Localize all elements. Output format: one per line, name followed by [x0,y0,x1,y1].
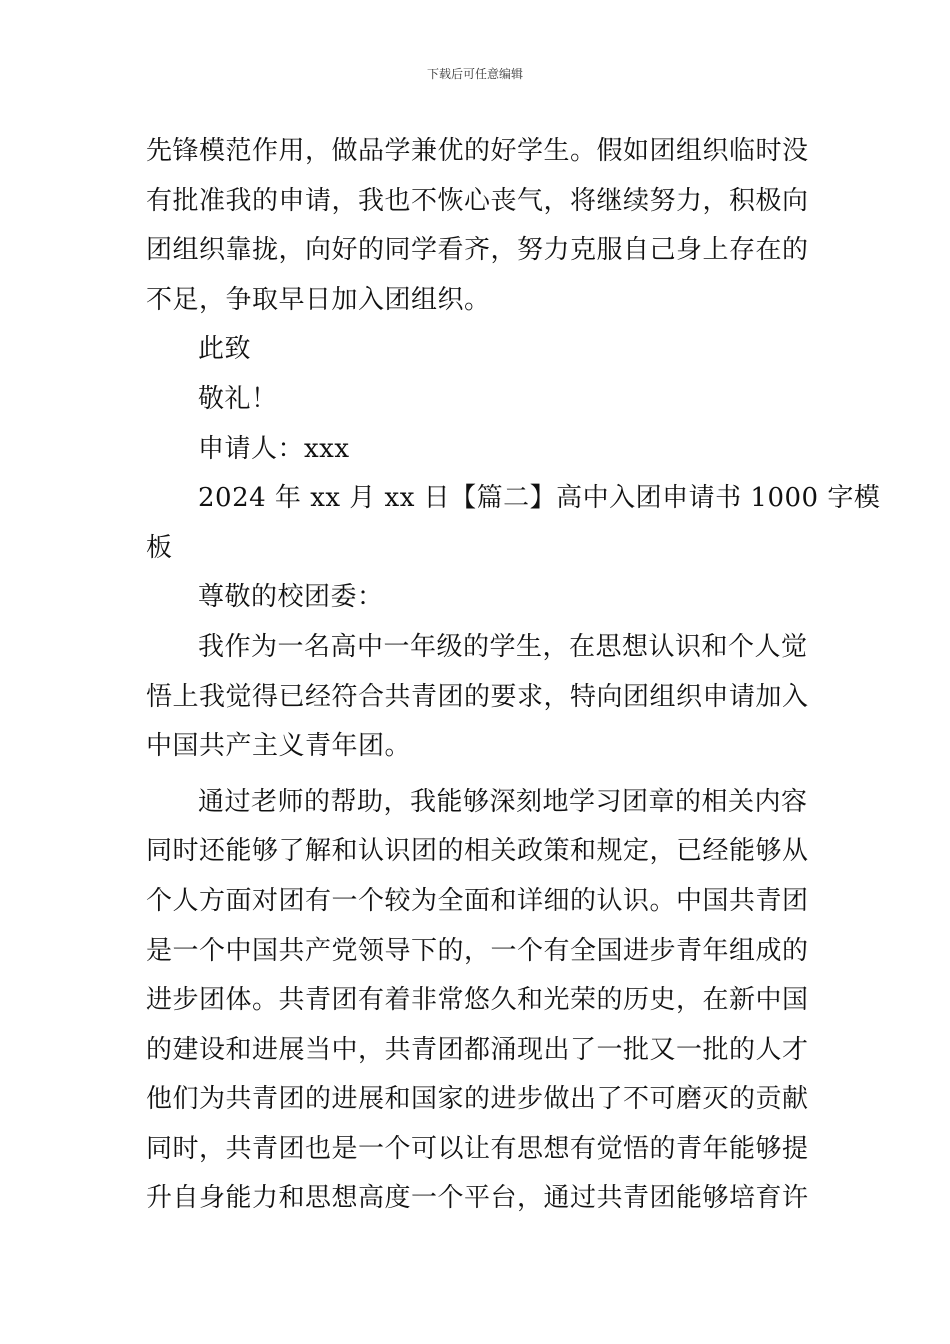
text-line: 同时，共青团也是一个可以让有思想有觉悟的青年能够提 [146,1133,809,1164]
text-line: 同时还能够了解和认识团的相关政策和规定，已经能够从 [146,836,809,867]
date-and-section-title: 2024 年 xx 月 xx 日【篇二】高中入团申请书 1000 字模 [198,483,881,514]
paragraph-start: 我作为一名高中一年级的学生，在思想认识和个人觉 [198,631,808,662]
text-line: 悟上我觉得已经符合共青团的要求，特向团组织申请加入 [146,681,809,712]
text-line: 有批准我的申请，我也不恢心丧气，将继续努力，积极向 [146,185,809,216]
text-line: 他们为共青团的进展和国家的进步做出了不可磨灭的贡献 [146,1084,809,1115]
text-line: 个人方面对团有一个较为全面和详细的认识。中国共青团 [146,885,809,916]
document-body [146,127,881,1224]
applicant-signature: 申请人：xxx [198,433,350,464]
text-line: 团组织靠拢，向好的同学看齐，努力克服自己身上存在的 [146,235,809,266]
text-line: 的建设和进展当中，共青团都涌现出了一批又一批的人才 [146,1034,809,1065]
letter-greeting: 尊敬的校团委： [198,582,384,613]
text-line: 先锋模范作用，做品学兼优的好学生。假如团组织临时没 [146,136,809,166]
paragraph-start: 通过老师的帮助，我能够深刻地学习团章的相关内容 [198,786,808,817]
closing-regards: 敬礼！ [198,383,278,414]
page-header: 下载后可任意编辑 [426,67,523,81]
text-line: 不足，争取早日加入团组织。 [146,284,491,315]
closing-salutation: 此致 [198,334,252,365]
text-line: 是一个中国共产党领导下的，一个有全国进步青年组成的 [146,935,809,966]
text-line: 中国共产主义青年团。 [146,731,412,762]
text-line: 进步团体。共青团有着非常悠久和光荣的历史，在新中国 [146,985,809,1016]
text-line: 板 [146,532,173,563]
text-line: 升自身能力和思想高度一个平台，通过共青团能够培育许 [146,1183,809,1214]
